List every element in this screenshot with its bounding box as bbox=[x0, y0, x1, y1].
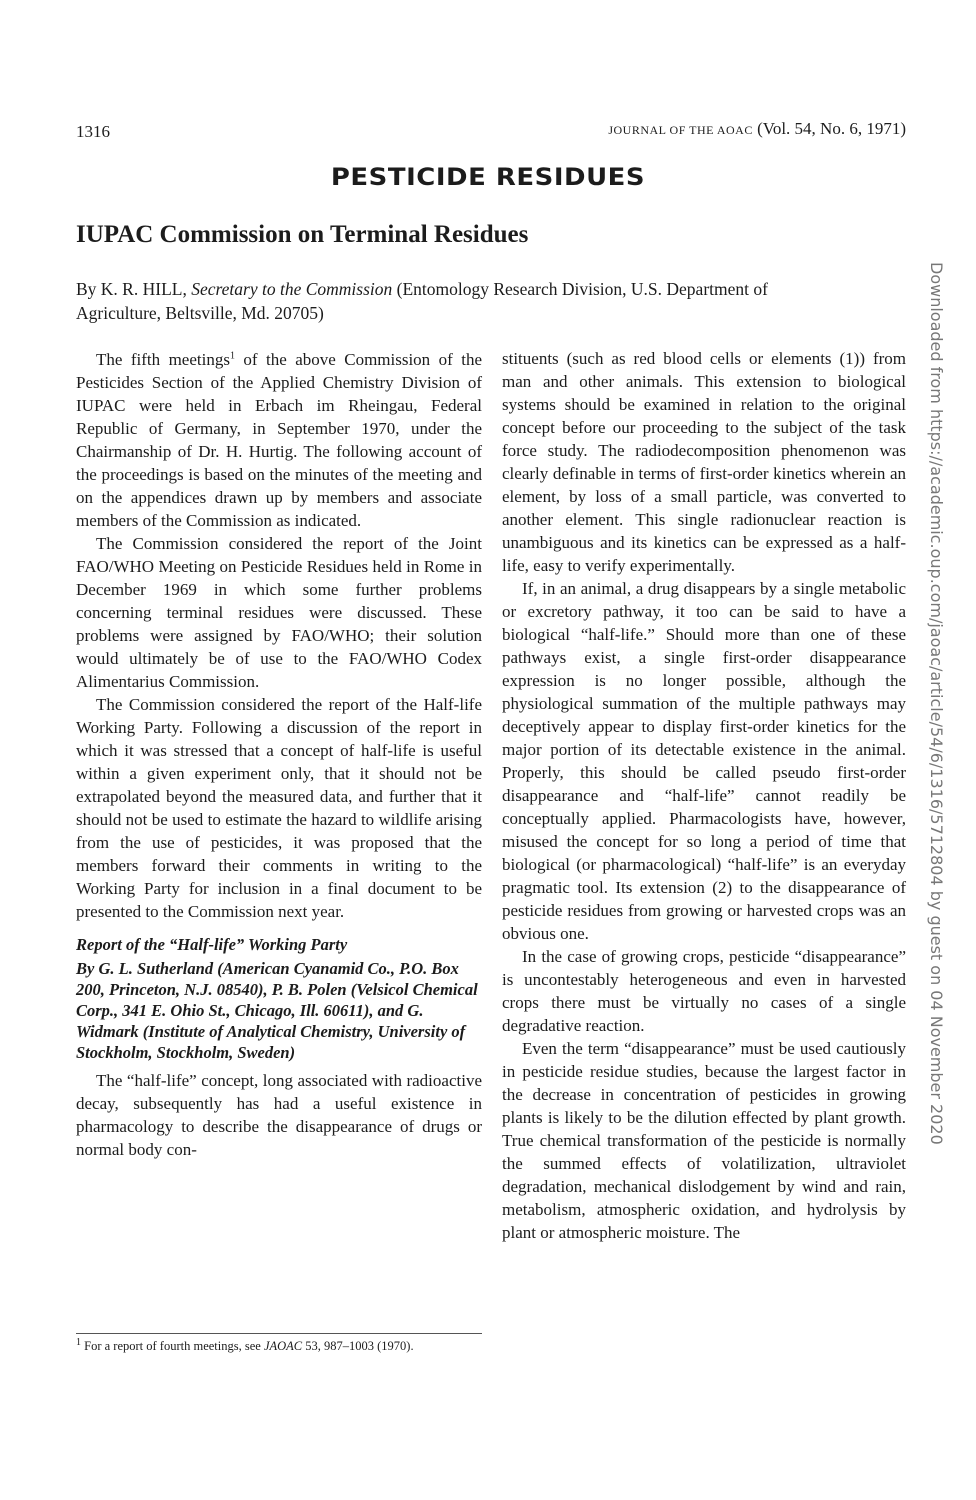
byline bbox=[76, 277, 776, 325]
paragraph: In the case of growing crops, pesticide “disappearance” is uncontestably heterogeneous and even in harvested crops there must be virtually no cases of a single degradative reaction. bbox=[502, 947, 906, 1035]
subsection-authors: By G. L. Sutherland (American Cyanamid Co., P.O. Box 200, Princeton, N.J. 08540), P. B. Polen (Velsicol Chemical Corp., 341 E. Ohio St., Chicago, Ill. 60611), and G. Widmark (Institute of Analytical Chemistry, University of Stockholm, Stockholm, Sweden) bbox=[76, 959, 478, 1062]
paragraph: The “half-life” concept, long associated with radioactive decay, subsequently has had a useful existence in pharmacology to describe the disappearance of drugs or normal body con- bbox=[76, 1071, 482, 1159]
paragraph-text: The fifth meetings bbox=[96, 350, 230, 369]
footnote-divider bbox=[76, 1333, 482, 1334]
paragraph: The Commission considered the report of the Half-life Working Party. Following a discussion of the report in which it was stressed that a concept of half-life is useful within a given experiment only, that it should not be extrapolated beyond the measured data, and further that it should not be used to estimate the hazard to wildlife arising from the use of pesticides, it was proposed that the members forward their comments in writing to the Working Party for inclusion in a final document to be presented to the Commission next year. bbox=[76, 695, 482, 921]
paragraph: The Commission considered the report of the Joint FAO/WHO Meeting on Pesticide Residues held in Rome in December 1969 in which some further problems concerning terminal residues were discussed. These problems were assigned by FAO/WHO; their solution would ultimately be of use to the FAO/WHO Codex Alimentarius Commission. bbox=[76, 534, 482, 691]
journal-volume: (Vol. 54, No. 6, 1971) bbox=[757, 119, 906, 138]
running-header bbox=[608, 119, 906, 139]
paragraph: Even the term “disappearance” must be used cautiously in pesticide residue studies, because the largest factor in the decrease in concentration of pesticides in growing plants is likely to be the dilution effected by plant growth. True chemical transformation of the pesticide is normally the summed effects of volatilization, ultraviolet degradation, mechanical dislodgement by wind and rain, metabolism, atmospheric oxidation, and hydrolysis by plant or atmospheric moisture. The bbox=[502, 1039, 906, 1242]
byline-role: Secretary to the Commission bbox=[191, 279, 393, 299]
byline-author: By K. R. HILL, bbox=[76, 279, 187, 299]
article-title: IUPAC Commission on Terminal Residues bbox=[76, 221, 529, 248]
right-column bbox=[502, 347, 906, 1244]
download-watermark: Downloaded from https://academic.oup.com/jaoac/article/54/6/1316/5712804 by guest on 04 November 2020 bbox=[927, 262, 946, 1145]
page-number: 1316 bbox=[76, 122, 110, 141]
left-column bbox=[76, 348, 482, 1161]
paragraph bbox=[76, 348, 482, 532]
byline-affiliation: (Entomology Research Division, U.S. Department of Agriculture, Beltsville, Md. 20705) bbox=[76, 279, 768, 323]
paragraph-text: of the above Commission of the Pesticides Section of the Applied Chemistry Division of IUPAC were held in Erbach im Rheingau, Federal Republic of Germany, in September 1970, under the Chairmanship of Dr. H. Hurtig. The following account of the proceedings is based on the minutes of the meeting and on the appendices drawn up by members and associate members of the Commission as indicated. bbox=[76, 350, 482, 530]
footnote-text: 53, 987–1003 (1970). bbox=[302, 1339, 414, 1353]
journal-name: JOURNAL OF THE AOAC bbox=[608, 123, 753, 137]
subsection-title: Report of the “Half-life” Working Party bbox=[76, 935, 348, 954]
paragraph: If, in an animal, a drug disappears by a single metabolic or excretory pathway, it too can be said to have a biological “half-life.” Should more than one of these pathways exist, a single first-order disappearance expression is no longer possible, although the physiological summation of the multiple pathways may deceptively appear to display first-order kinetics for the major portion of its detectable existence in the animal. Properly, this should be called pseudo first-order disappearance and “half-life” cannot readily be conceptually applied. Pharmacologists have, however, misused the concept for so long a period of time that biological (or pharmacological) “half-life” is an everyday pragmatic tool. Its extension (2) to the disappearance of pesticide residues from growing or harvested crops was an obvious one. bbox=[502, 579, 906, 943]
footnote-marker: 1 bbox=[76, 1336, 81, 1348]
footnote-text: For a report of fourth meetings, see bbox=[81, 1339, 264, 1353]
paragraph: stituents (such as red blood cells or elements (1)) from man and other animals. This extension to biological systems should be examined in relation to the original concept before our proceeding to the subject of the task force study. The radiodecomposition phenomenon was clearly definable in terms of first-order kinetics wherein an element, by loss of a small particle, was converted to another element. This single radionuclear reaction is unambiguous and its kinetics can be expressed as a half-life, easy to verify experimentally. bbox=[502, 349, 906, 575]
footnote-journal: JAOAC bbox=[263, 1339, 303, 1353]
section-heading: PESTICIDE RESIDUES bbox=[330, 163, 646, 191]
footnote-ref: 1 bbox=[229, 350, 235, 362]
footnote bbox=[76, 1338, 482, 1354]
